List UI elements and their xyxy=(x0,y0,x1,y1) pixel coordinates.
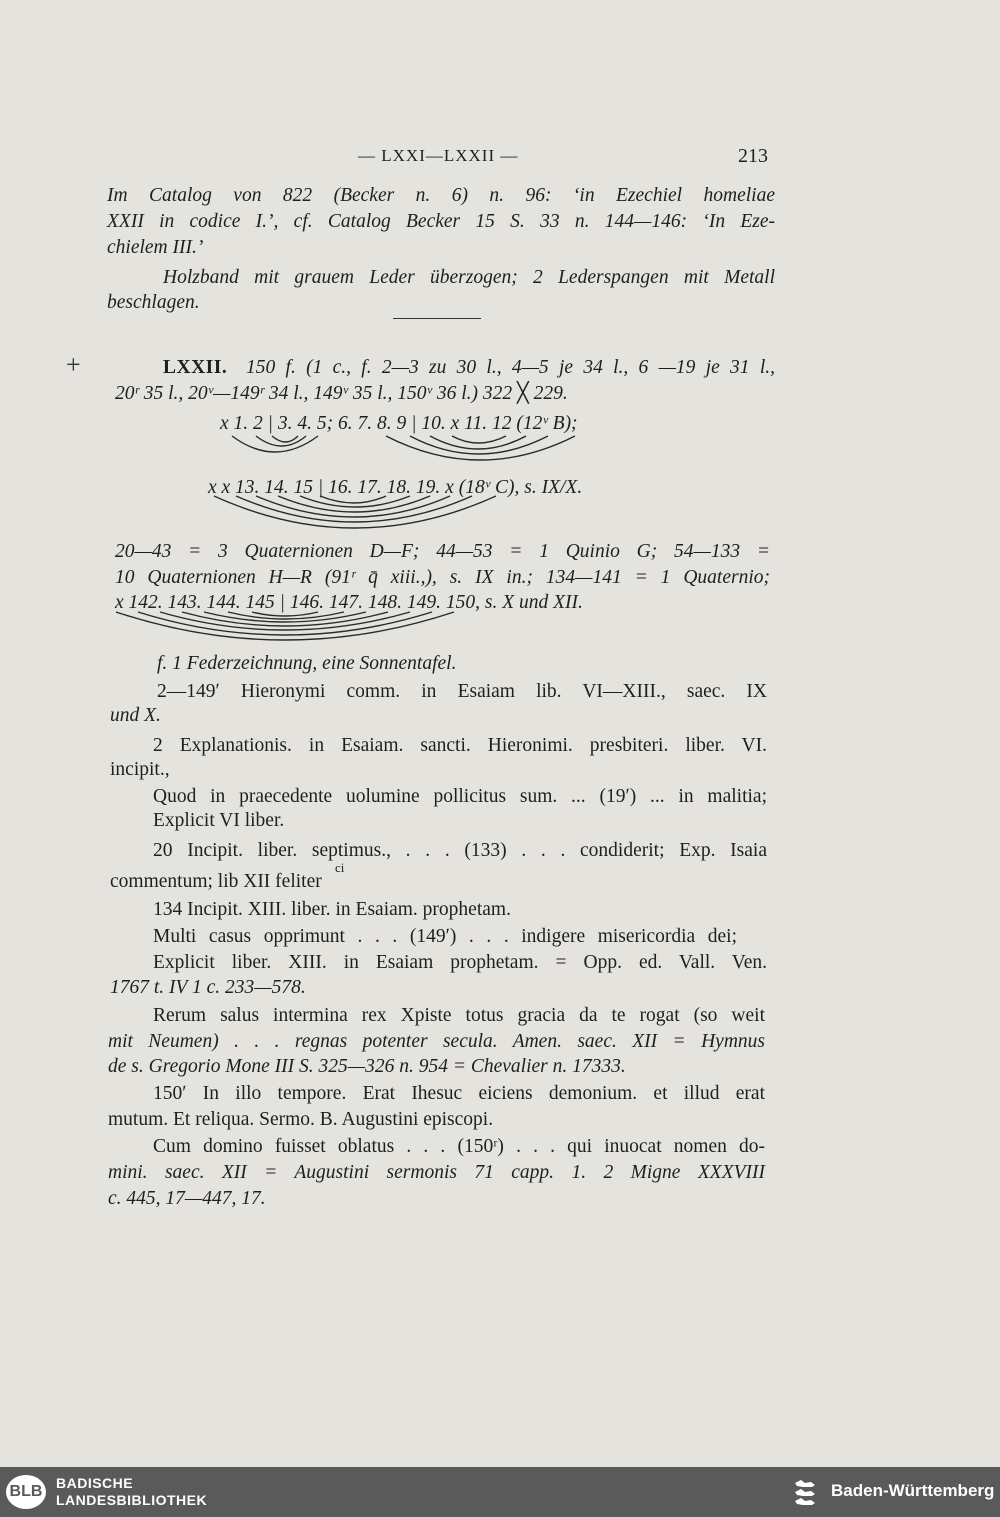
quire-line: x x 13. 14. 15 | 16. 17. 18. 19. x (18ᵛ C), s. IX/X. xyxy=(208,477,583,498)
text-line: commentum; lib XII feliter xyxy=(110,871,322,892)
text-line: 1767 t. IV 1 c. 233—578. xyxy=(110,977,306,998)
text-line: 10 Quaternionen H—R (91ʳ q̄ xiii.,), s. IX in.; 134—141 = 1 Quaternio; xyxy=(115,567,770,588)
text-line: f. 1 Federzeichnung, eine Sonnentafel. xyxy=(157,653,457,674)
text-line: 20 Incipit. liber. septimus., . . . (133) . . . condiderit; Exp. Isaia xyxy=(153,840,767,861)
text-line: 20ʳ 35 l., 20ᵛ—149ʳ 34 l., 149ᵛ 35 l., 150ᵛ 36 l.) 322 ╳ 229. xyxy=(115,383,568,404)
running-title: — LXXI—LXXII — xyxy=(358,146,519,165)
text-line: Explicit liber. XIII. in Esaiam prophetam. = Opp. ed. Vall. Ven. xyxy=(153,952,767,973)
page-number: 213 xyxy=(738,145,768,167)
quire-line: x 142. 143. 144. 145 | 146. 147. 148. 149. 150, s. X und XII. xyxy=(115,592,583,613)
text-line: c. 445, 17—447, 17. xyxy=(108,1188,266,1209)
text-line: 150 f. (1 c., f. 2—3 zu 30 l., 4—5 je 34 l., 6 —19 je 31 l., xyxy=(246,357,775,378)
superscript-note: ci xyxy=(335,860,345,875)
section-rule xyxy=(393,318,481,319)
library-name-line1: BADISCHE xyxy=(56,1475,134,1491)
text-line: beschlagen. xyxy=(107,292,200,313)
codex-number: LXXII. xyxy=(163,357,228,378)
text-line: Explicit VI liber. xyxy=(153,810,285,831)
text-line: 2 Explanationis. in Esaiam. sancti. Hieronimi. presbiteri. liber. VI. xyxy=(153,735,767,756)
text-line: incipit., xyxy=(110,759,170,780)
text-line: Im Catalog von 822 (Becker n. 6) n. 96: ‘in Ezechiel homeliae xyxy=(107,185,775,206)
blb-logo[interactable]: BLB xyxy=(6,1475,46,1509)
text-line: mutum. Et reliqua. Sermo. B. Augustini episcopi. xyxy=(108,1109,494,1130)
margin-mark: + xyxy=(66,350,81,379)
text-line: chielem III.’ xyxy=(107,237,204,258)
library-name-line2: LANDESBIBLIOTHEK xyxy=(56,1492,208,1508)
text-line: Multi casus opprimunt . . . (149ʹ) . . . indigere misericordia dei; xyxy=(153,926,737,947)
text-line: mini. saec. XII = Augustini sermonis 71 capp. 1. 2 Migne XXXVIII xyxy=(108,1162,765,1183)
coat-of-arms-icon xyxy=(792,1477,822,1507)
text-line: und X. xyxy=(110,705,161,726)
viewer-footer xyxy=(0,1467,1000,1517)
text-line: XXII in codice I.’, cf. Catalog Becker 15 S. 33 n. 144—146: ‘In Eze- xyxy=(107,211,775,232)
text-line: 20—43 = 3 Quaternionen D—F; 44—53 = 1 Quinio G; 54—133 = xyxy=(115,541,770,562)
text-line: 2—149ʹ Hieronymi comm. in Esaiam lib. VI—XIII., saec. IX xyxy=(157,681,767,702)
text-line: mit Neumen) . . . regnas potenter secula. Amen. saec. XII = Hymnus xyxy=(108,1031,765,1052)
library-name[interactable] xyxy=(56,1475,207,1509)
text-line: 134 Incipit. XIII. liber. in Esaiam. prophetam. xyxy=(153,899,511,920)
text-line: 150ʹ In illo tempore. Erat Ihesuc eiciens demonium. et illud erat xyxy=(153,1083,765,1104)
text-line: de s. Gregorio Mone III S. 325—326 n. 954 = Chevalier n. 17333. xyxy=(108,1056,626,1077)
quire-line: x 1. 2 | 3. 4. 5; 6. 7. 8. 9 | 10. x 11. 12 (12ᵛ B); xyxy=(220,413,578,434)
text-line: Quod in praecedente uolumine pollicitus sum. ... (19ʹ) ... in malitia; xyxy=(153,786,767,807)
text-line: Cum domino fuisset oblatus . . . (150ʳ) . . . qui inuocat nomen do- xyxy=(153,1136,765,1157)
partner-name[interactable]: Baden-Württemberg xyxy=(831,1481,995,1500)
text-line: Rerum salus intermina rex Xpiste totus gracia da te rogat (so weit xyxy=(153,1005,765,1026)
text-line: Holzband mit grauem Leder überzogen; 2 Lederspangen mit Metall xyxy=(163,267,775,288)
